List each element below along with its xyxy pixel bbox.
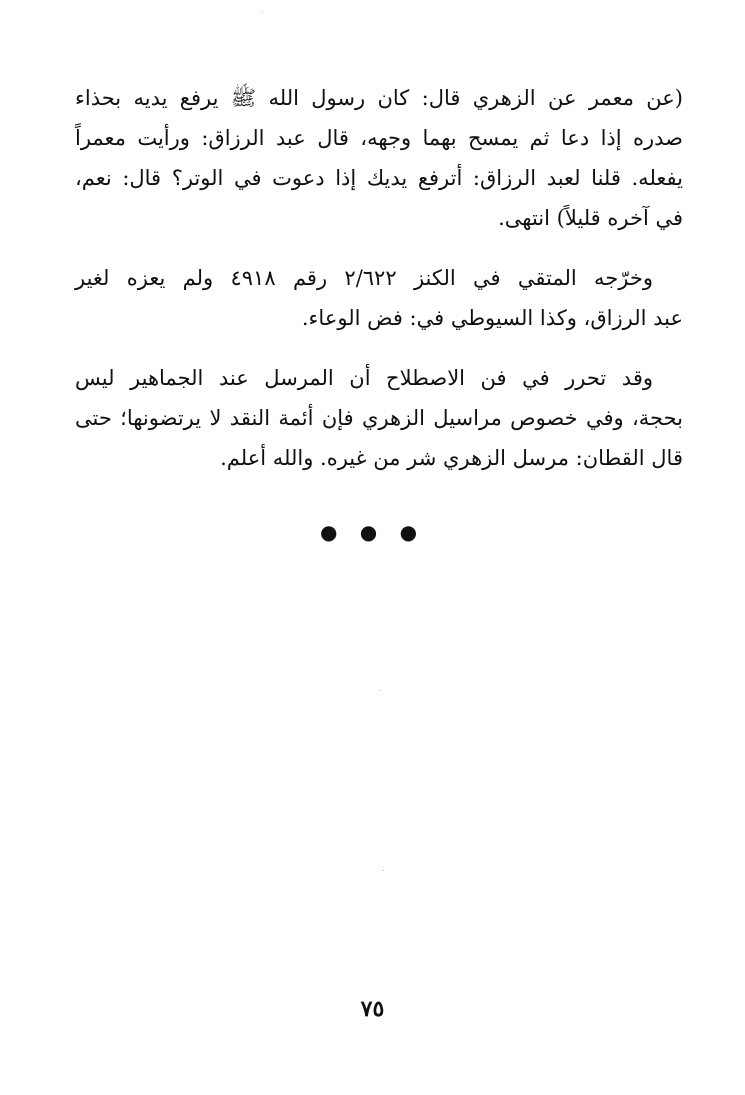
scan-speck-lower [383,870,384,871]
scan-speck-middle [380,690,381,691]
page-body [75,78,683,498]
section-separator: ● ● ● [319,520,426,544]
text-line: يفعله. قلنا لعبد الرزاق: أترفع يديك إذا دعوت في الوتر؟ قال: نعم، [75,166,683,190]
text-line: في آخره قليلاً) انتهى. [498,206,683,230]
text-line: وخرّجه المتقي في الكنز ٢/٦٢٢ رقم ٤٩١٨ ولم يعزه لغير [75,266,653,290]
text-line: وقد تحرر في فن الاصطلاح أن المرسل عند الجماهير ليس [75,366,653,390]
text-line: عبد الرزاق، وكذا السيوطي في: فض الوعاء. [301,306,683,330]
text-line: قال القطان: مرسل الزهري شر من غيره. والله أعلم. [220,446,683,470]
paragraph-hadith-quote [75,78,683,238]
text-line: (عن معمر عن الزهري قال: كان رسول الله ﷺ يرفع يديه بحذاء [75,86,684,110]
paragraph-source-reference [75,258,683,338]
paragraph-mursal-ruling [75,358,683,478]
page-number: ٧٥ [360,996,385,1022]
text-line: صدره إذا دعا ثم يمسح بهما وجهه، قال عبد الرزاق: ورأيت معمراً [75,126,683,150]
text-line: بحجة، وفي خصوص مراسيل الزهري فإن أئمة النقد لا يرتضونها؛ حتى [75,406,683,430]
scan-speck-top [262,12,263,13]
